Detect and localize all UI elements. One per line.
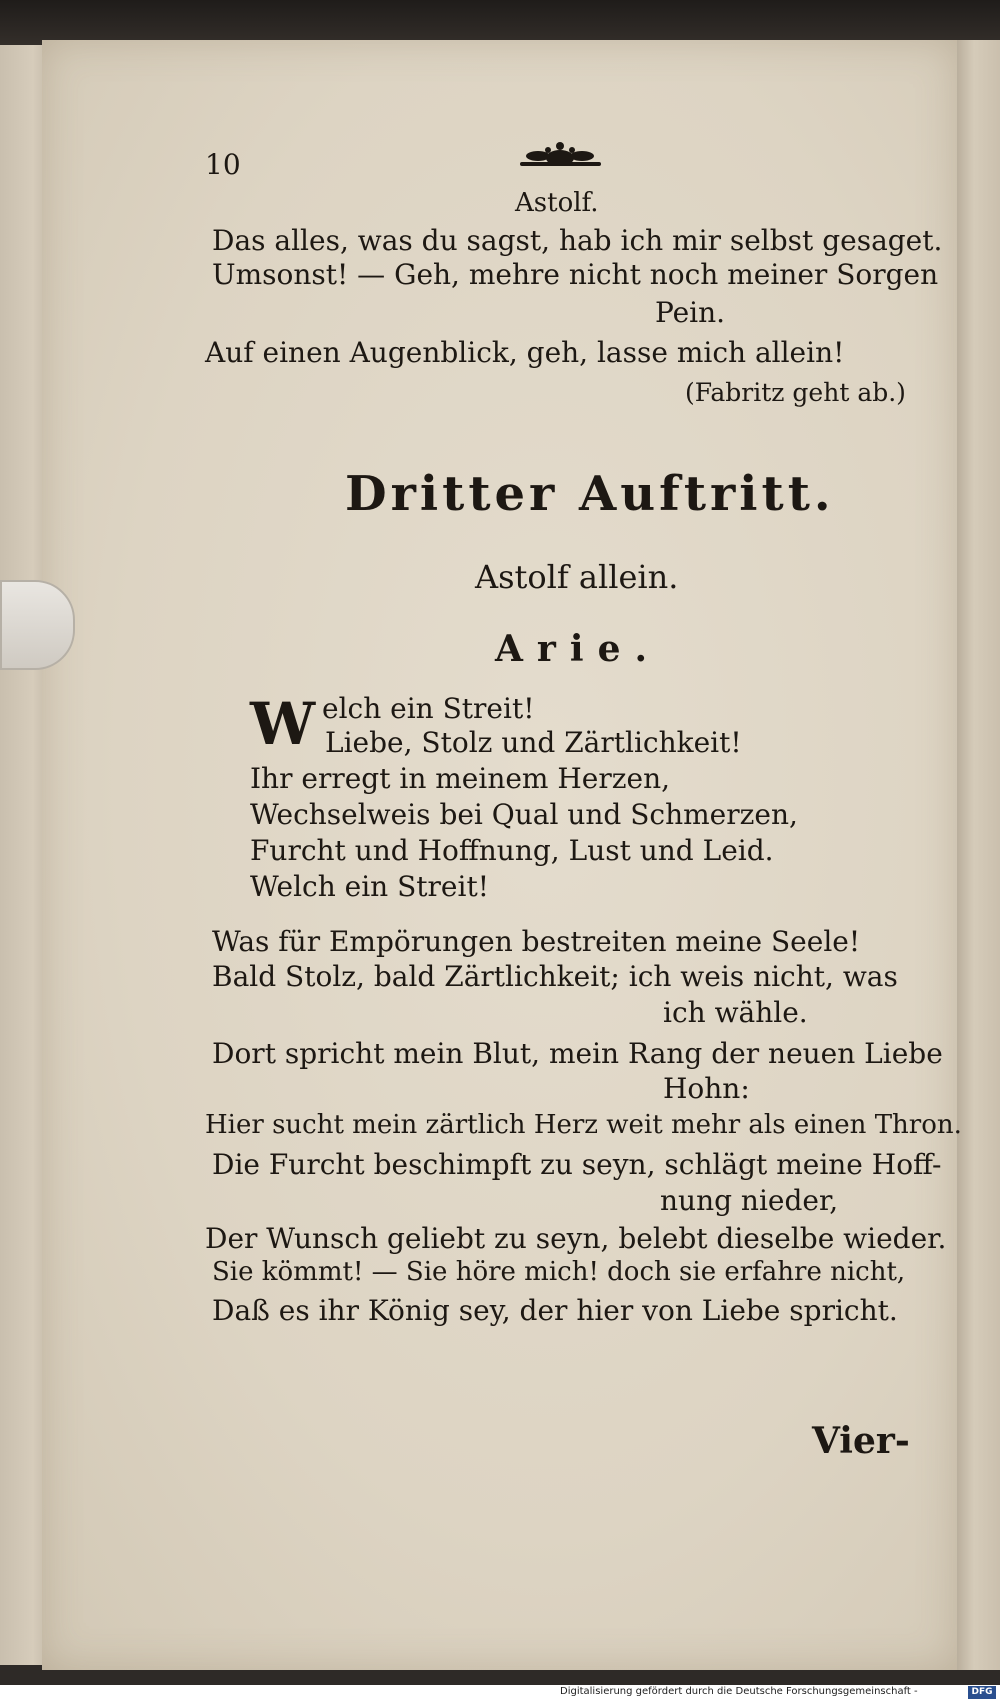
right-page-edge <box>955 40 1000 1670</box>
aria-line: Furcht und Hoffnung, Lust und Leid. <box>250 834 774 867</box>
verse-line-continuation: Pein. <box>655 296 726 329</box>
verse-line: Umsonst! — Geh, mehre nicht noch meiner Sorgen <box>212 258 939 291</box>
recitative-line: Daß es ihr König sey, der hier von Liebe spricht. <box>212 1294 898 1327</box>
dfg-logo: DFG <box>968 1686 996 1699</box>
aria-line: elch ein Streit! <box>322 692 535 725</box>
stage-direction: (Fabritz geht ab.) <box>685 378 906 407</box>
drop-cap: W <box>250 690 316 758</box>
aria-line: Ihr erregt in meinem Herzen, <box>250 762 671 795</box>
aria-line: Wechselweis bei Qual und Schmerzen, <box>250 798 798 831</box>
recitative-line-continuation: Hohn: <box>663 1072 750 1105</box>
recitative-line: Dort spricht mein Blut, mein Rang der neuen Liebe <box>212 1037 943 1070</box>
scene-subheading: Astolf allein. <box>475 558 679 596</box>
aria-title: Arie. <box>495 628 662 670</box>
recitative-line: Sie kömmt! — Sie höre mich! doch sie erfahre nicht, <box>212 1257 906 1287</box>
aria-line: Welch ein Streit! <box>250 870 489 903</box>
ornament-icon <box>518 138 603 178</box>
recitative-line: Hier sucht mein zärtlich Herz weit mehr als einen Thron. <box>205 1110 962 1140</box>
recitative-line: Bald Stolz, bald Zärtlichkeit; ich weis nicht, was <box>212 960 898 993</box>
verse-line: Auf einen Augenblick, geh, lasse mich allein! <box>205 336 845 369</box>
bookmark-clip <box>0 580 75 670</box>
verse-line: Das alles, was du sagst, hab ich mir selbst gesaget. <box>212 224 943 257</box>
digitization-credit: Digitalisierung gefördert durch die Deutsche Forschungsgemeinschaft - <box>560 1686 918 1697</box>
scene-heading: Dritter Auftritt. <box>345 466 835 522</box>
recitative-line-continuation: nung nieder, <box>660 1184 839 1217</box>
catchword: Vier- <box>812 1420 910 1462</box>
aria-line: Liebe, Stolz und Zärtlichkeit! <box>325 726 742 759</box>
page-number: 10 <box>205 148 241 181</box>
recitative-line: Der Wunsch geliebt zu seyn, belebt dieselbe wieder. <box>205 1222 947 1255</box>
recitative-line: Die Furcht beschimpft zu seyn, schlägt meine Hoff- <box>212 1148 942 1181</box>
recitative-line: Was für Empörungen bestreiten meine Seele! <box>212 925 861 958</box>
speaker-name: Astolf. <box>515 188 599 218</box>
recitative-line-continuation: ich wähle. <box>663 996 808 1029</box>
